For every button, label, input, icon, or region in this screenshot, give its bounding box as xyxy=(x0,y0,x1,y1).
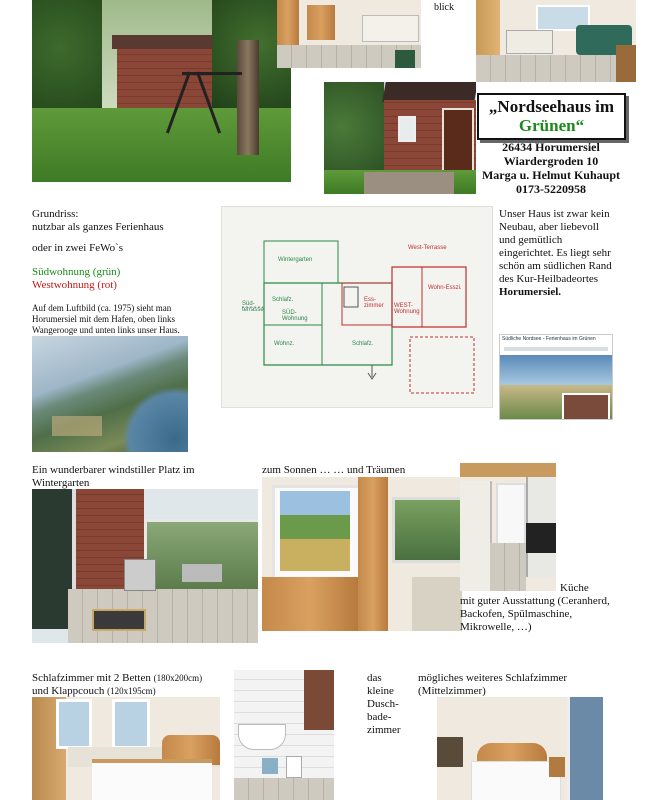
bedroom-photo xyxy=(32,697,220,800)
shower-caption-line2: kleine xyxy=(367,685,394,697)
fewo-text: oder in zwei FeWo`s xyxy=(32,242,124,254)
flyer-title: Südliche Nordsee - Ferienhaus im Grünen xyxy=(502,336,596,342)
aerial-caption xyxy=(32,303,202,336)
caption-blick: blick xyxy=(434,2,454,13)
kitchen-caption xyxy=(460,582,610,634)
west-wohnung-label: Westwohnung (rot) xyxy=(32,279,117,291)
plan-label-esszimmer: Ess-zimmer xyxy=(364,297,384,309)
plan-label-schlafz-1: Schlafz. xyxy=(272,297,294,303)
middle-room-photo xyxy=(437,697,603,800)
description-line1: Unser Haus ist zwar kein xyxy=(499,208,610,220)
description-line6: des Kur-Heilbadeortes xyxy=(499,273,599,285)
wintergarten-photo xyxy=(32,489,258,643)
flyer-thumbnail xyxy=(499,334,613,420)
kitchen-caption-line4: Mikrowelle, …) xyxy=(460,621,532,633)
plan-label-schlafz-2: Schlafz. xyxy=(352,341,374,347)
plan-label-wintergarten: Wintergarten xyxy=(278,257,313,263)
house-description xyxy=(499,208,629,299)
plan-label-sued-wohnung: SÜD-Wohnung xyxy=(282,310,308,322)
address-phone: 0173-5220958 xyxy=(516,182,586,196)
shower-room-photo xyxy=(234,670,334,800)
description-line4: eingerichtet. Es liegt sehr xyxy=(499,247,611,259)
house-photo xyxy=(324,82,476,194)
wintergarten-caption-line1: Ein wunderbarer windstiller Platz im xyxy=(32,464,195,476)
shower-caption-line4: bade- xyxy=(367,711,392,723)
wintergarten-caption-line2: Wintergarten xyxy=(32,477,90,489)
description-line5: schön am südlichen Rand xyxy=(499,260,612,272)
shower-caption-line3: Dusch- xyxy=(367,698,399,710)
aerial-photo xyxy=(32,336,188,452)
bedroom-caption-couch: und Klappcouch xyxy=(32,685,105,697)
floor-plan xyxy=(221,206,493,408)
middle-room-caption-line2: (Mittelzimmer) xyxy=(418,685,486,697)
address-postal: 26434 Horumersiel xyxy=(502,140,600,154)
kitchen-caption-line2: mit guter Ausstattung (Ceranherd, xyxy=(460,595,610,607)
living-room-photo xyxy=(476,0,636,82)
kitchen-caption-line1: Küche xyxy=(560,582,589,594)
address-owners: Marga u. Helmut Kuhaupt xyxy=(481,168,620,182)
title-box xyxy=(477,93,626,140)
description-line3: und gemütlich xyxy=(499,234,563,246)
description-line7: Horumersiel. xyxy=(499,286,562,298)
bedroom-caption xyxy=(32,672,202,698)
aerial-caption-line2: Horumersiel mit dem Hafen, oben links xyxy=(32,314,175,324)
shower-caption-line5: zimmer xyxy=(367,724,401,736)
kitchen-caption-line3: Backofen, Spülmaschine, xyxy=(460,608,573,620)
aerial-caption-line1: Auf dem Luftbild (ca. 1975) sieht man xyxy=(32,303,172,313)
address-block xyxy=(476,140,626,196)
aerial-caption-line3: Wangerooge und unten links unser Haus. xyxy=(32,325,180,335)
plan-label-west-terrasse: West-Terrasse xyxy=(408,245,447,251)
shower-caption-line1: das xyxy=(367,672,382,684)
address-street: Wiardergroden 10 xyxy=(503,154,599,168)
sunroom-photo xyxy=(262,477,462,631)
plan-label-west-wohnung: WEST-Wohnung xyxy=(394,303,420,315)
sued-wohnung-label: Südwohnung (grün) xyxy=(32,266,121,278)
bedroom-caption-beds: Schlafzimmer mit 2 Betten xyxy=(32,672,151,684)
dining-room-photo xyxy=(277,0,421,68)
page-title-line2: Grünen“ xyxy=(518,116,585,135)
sonnen-caption: zum Sonnen … … und Träumen xyxy=(262,464,406,476)
grundriss-label: Grundriss: xyxy=(32,208,79,220)
middle-room-caption-line1: mögliches weiteres Schlafzimmer xyxy=(418,672,568,684)
bedroom-caption-couch-size: (120x195cm) xyxy=(107,686,156,696)
middle-room-caption xyxy=(418,672,567,698)
grundriss-text: nutzbar als ganzes Ferienhaus xyxy=(32,221,164,233)
bedroom-caption-beds-size: (180x200cm) xyxy=(153,673,203,683)
plan-label-wohnz: Wohnz. xyxy=(274,341,295,347)
plan-label-wohn-essz: Wohn-Esszi. xyxy=(428,285,462,291)
kitchen-photo xyxy=(460,463,556,591)
description-line2: Neubau, aber liebevoll xyxy=(499,221,599,233)
garden-photo xyxy=(32,0,291,182)
wintergarten-caption xyxy=(32,464,195,490)
page-title-line1: „Nordseehaus im xyxy=(488,97,615,116)
plan-label-sued-terrasse: Süd-terrasse xyxy=(242,301,264,313)
bedroom-caption-line1 xyxy=(32,672,202,685)
shower-caption xyxy=(367,672,401,737)
